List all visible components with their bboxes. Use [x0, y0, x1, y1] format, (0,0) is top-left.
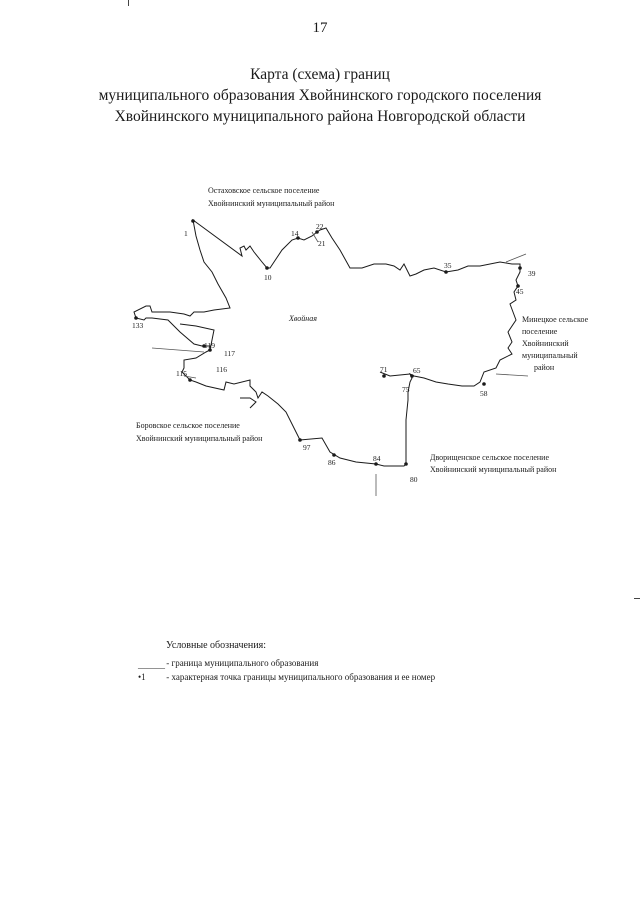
point-marker-10 — [265, 266, 269, 270]
page-number: 17 — [312, 20, 328, 36]
border-tick-northeast — [506, 254, 526, 262]
point-label: 75 — [402, 385, 410, 394]
point-label: 45 — [516, 287, 524, 296]
point-label: 116 — [216, 365, 227, 374]
neighbor-southwest-line-2: Хвойнинский муниципальный район — [136, 434, 263, 443]
point-label: 21 — [318, 239, 326, 248]
point-label: 65 — [413, 366, 421, 375]
point-label: 84 — [373, 454, 381, 463]
neighbor-east-line-2: поселение — [522, 327, 558, 336]
point-label: 22 — [316, 222, 324, 231]
point-label: 10 — [264, 273, 272, 282]
point-marker-39 — [518, 266, 522, 270]
point-label: 35 — [444, 261, 452, 270]
legend-row-point — [138, 671, 435, 682]
neighbor-east-line-5: район — [534, 363, 555, 372]
point-label: 117 — [224, 349, 235, 358]
point-label: 133 — [132, 321, 144, 330]
point-label: 115 — [176, 369, 187, 378]
point-marker-86 — [332, 453, 336, 457]
point-label: 71 — [380, 365, 388, 374]
border-tick-west — [152, 348, 204, 352]
town-label: Хвойная — [289, 314, 317, 323]
neighbor-southwest-line-1: Боровское сельское поселение — [136, 421, 240, 430]
legend-point-symbol: •1 — [138, 671, 146, 682]
scan-edge-mark-right — [634, 598, 640, 599]
point-marker-58 — [482, 382, 486, 386]
point-label: 86 — [328, 458, 336, 467]
title-line-3: Хвойнинского муниципального района Новгородской области — [114, 108, 526, 125]
point-marker-115 — [188, 378, 192, 382]
point-number-labels — [132, 222, 536, 484]
point-label: 1 — [184, 229, 188, 238]
legend-line-text: - граница муниципального образования — [166, 657, 319, 668]
point-label: 97 — [303, 443, 311, 452]
point-marker-133 — [134, 316, 138, 320]
point-label: 39 — [528, 269, 536, 278]
scan-edge-mark-top — [128, 0, 129, 6]
point-label: 58 — [480, 389, 488, 398]
boundary-detail-southwest — [240, 398, 256, 408]
neighbor-east-line-3: Хвойнинский — [522, 339, 569, 348]
title-line-1: Карта (схема) границ — [250, 66, 390, 83]
legend-row-boundary: ——— - граница муниципального образования — [138, 657, 319, 673]
legend-heading: Условные обозначения: — [166, 640, 267, 651]
neighbor-east-line-4: муниципальный — [522, 351, 578, 360]
title-line-2: муниципального образования Хвойнинского городского поселения — [98, 87, 542, 104]
neighbor-southeast-line-2: Хвойнинский муниципальный район — [430, 465, 557, 474]
point-marker-80 — [404, 462, 408, 466]
point-label: 14 — [291, 229, 299, 238]
legend-point-text: - характерная точка границы муниципального образования и ее номер — [166, 671, 436, 682]
neighbor-east-line-1: Минецкое сельское — [522, 315, 589, 324]
point-marker-1 — [191, 219, 195, 223]
neighbor-labels — [136, 186, 589, 474]
point-label: 119 — [204, 341, 215, 350]
neighbor-north-line-2: Хвойнинский муниципальный район — [208, 199, 335, 208]
neighbor-southeast-line-1: Дворищенское сельское поселение — [430, 453, 549, 462]
point-marker-35 — [444, 270, 448, 274]
point-marker-71 — [382, 374, 386, 378]
border-tick-east — [496, 374, 528, 376]
point-marker-97 — [298, 438, 302, 442]
neighbor-north-line-1: Остаховское сельское поселение — [208, 186, 320, 195]
point-label: 80 — [410, 475, 418, 484]
